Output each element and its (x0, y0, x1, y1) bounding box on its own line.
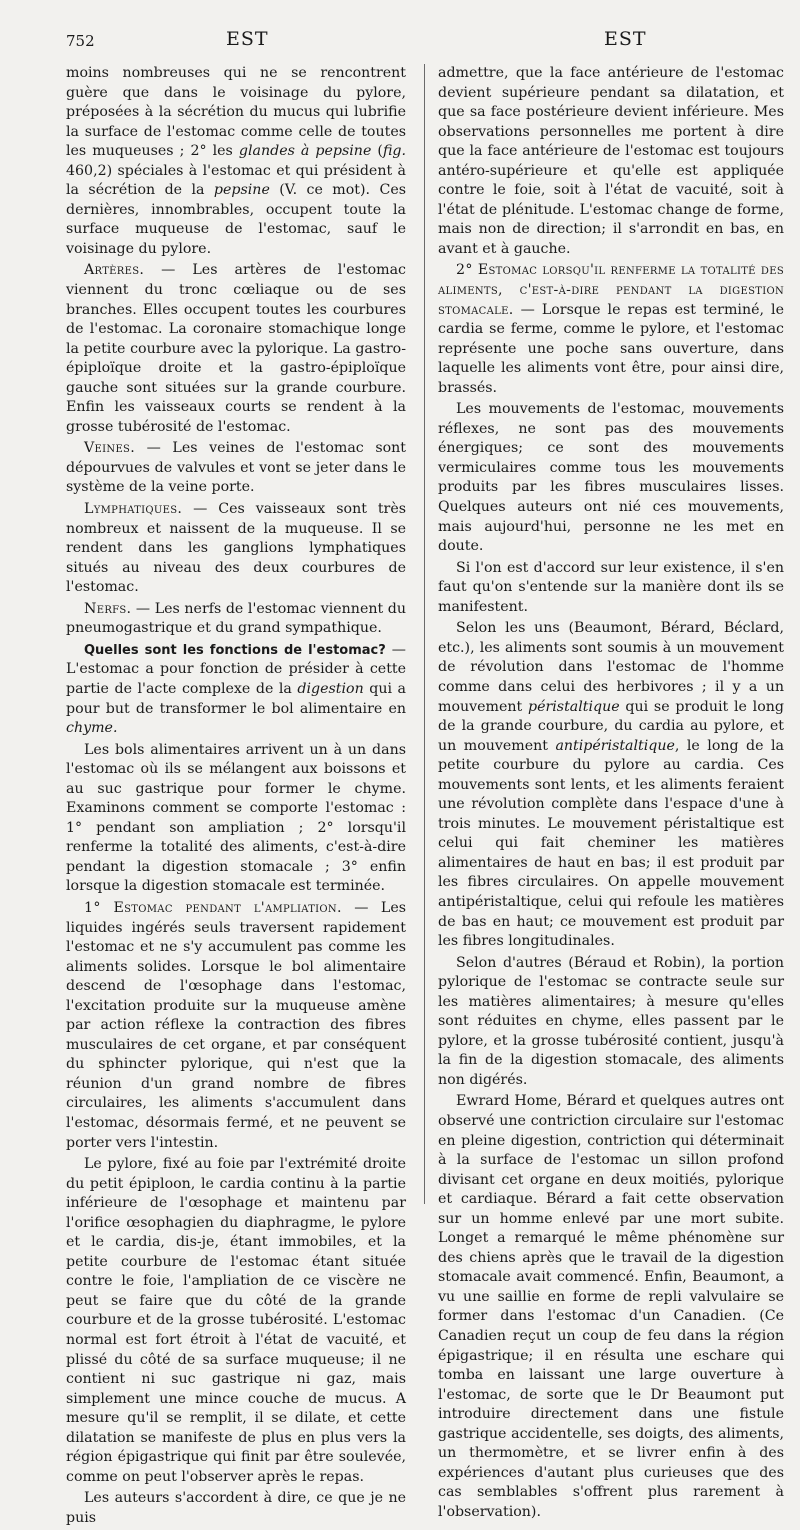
paragraph-fonctions: Quelles sont les fonctions de l'estomac? — L'estomac a pour fonction de présider à cette partie de l'acte complexe de la digestion qui a pour but de transformer le bol alimentaire en chyme. (66, 641, 406, 737)
page-number: 752 (66, 32, 95, 50)
left-running-title: EST (226, 28, 269, 50)
paragraph-pylore: Le pylore, fixé au foie par l'extrémité droite du petit épiploon, le cardia continu à la partie inférieure de l'œsophage et maintenu par l'orifice œsophagien du diaphragme, le pylore et le cardia, dis-je, étant immobiles, et la petite courbure de l'estomac étant située contre le foie, l'ampliation de ce viscère ne peut se faire que du côté de la grande courbure et de la grosse tubérosité. L'estomac normal est fort étroit à l'état de vacuité, et plissé du côté de sa surface muqueuse; il ne contient ni suc gastrique ni gaz, mais simplement une mince couche de mucus. A mesure qu'il se remplit, il se dilate, et cette dilatation se manifeste de plus en plus vers la région épigastrique qui finit par être soulevée, comme on peut l'observer après le repas. (66, 1156, 406, 1485)
right-column (438, 64, 784, 1524)
column-divider (424, 64, 425, 1204)
right-running-title: EST (604, 28, 647, 50)
paragraph-nerfs: Nerfs. — Les nerfs de l'estomac viennent du pneumogastrique et du grand sympathique. (66, 600, 406, 637)
paragraph-mouvements: Les mouvements de l'estomac, mouvements réflexes, ne sont pas des mouvements énergiques; ce sont des mouvements vermiculaires comme tous les mouvements produits par les fibres musculaires lisses. Quelques auteurs ont nié ces mouvements, mais aujourd'hui, personne ne les met en doute. (438, 401, 784, 555)
section-heading: 2° Estomac lorsqu'il renferme la totalité des aliments, c'est-à-dire pendant la digestion stomacale. (438, 262, 784, 318)
paragraph-bols: Les bols alimentaires arrivent un à un dans l'estomac où ils se mélangent aux boissons et au suc gastrique pour former le chyme. Examinons comment se comporte l'estomac : 1° pendant son ampliation ; 2° lorsqu'il renferme la totalité des aliments, c'est-à-dire pendant la digestion stomacale ; 3° enfin lorsque la digestion stomacale est terminée. (66, 741, 406, 895)
paragraph-arteres: Artères. — Les artères de l'estomac viennent du tronc cœliaque ou de ses branches. Elles occupent toutes les courbures de l'estomac. La coronaire stomachique longe la petite courbure avec la pylorique. La gastro-épiploïque droite et la gastro-épiploïque gauche sont situées sur la grande courbure. Enfin les vaisseaux courts se rendent à la grosse tubérosité de l'estomac. (66, 262, 406, 435)
section-heading: Veines. (84, 440, 136, 457)
paragraph-veines: Veines. — Les veines de l'estomac sont dépourvues de valvules et vont se jeter dans le système de la veine porte. (66, 440, 406, 496)
paragraph-auteurs: Les auteurs s'accordent à dire, ce que je ne puis (66, 1490, 406, 1526)
paragraph-accord: Si l'on est d'accord sur leur existence, il s'en faut qu'on s'entende sur la manière dont ils se manifestent. (438, 559, 784, 615)
paragraph-totalite: 2° Estomac lorsqu'il renferme la totalité des aliments, c'est-à-dire pendant la digestion stomacale. — Lorsque le repas est terminé, le cardia se ferme, comme le pylore, et l'estomac représente une poche sans ouverture, dans laquelle les aliments vont être, pour ainsi dire, brassés. (438, 262, 784, 396)
left-column (66, 64, 406, 1530)
section-heading: Lymphatiques. (84, 501, 183, 518)
running-header (0, 28, 800, 54)
paragraph-home: Ewrard Home, Bérard et quelques autres ont observé une contriction circulaire sur l'estomac en pleine digestion, contriction qui déterminait à la surface de l'estomac un sillon profond divisant cet organe en deux moitiés, pylorique et cardiaque. Bérard a fait cette observation sur un homme enlevé par une mort subite. Longet a remarqué le même phénomène sur des chiens après que le travail de la digestion stomacale avait commencé. Enfin, Beaumont, a vu une saillie en forme de repli valvulaire se former dans l'estomac d'un Canadien. (Ce Canadien reçut un coup de feu dans la région épigastrique; il en résulta une eschare qui tomba en laissant une large ouverture à l'estomac, de sorte que le Dr Beaumont put introduire directement dans une fistule gastrique accidentelle, ses doigts, des aliments, un thermomètre, et se livrer enfin à des expériences d'autant plus curieuses que des cas semblables s'offrent plus rarement à l'observation). (438, 1093, 784, 1520)
paragraph-ampliation: 1° Estomac pendant l'ampliation. — Les liquides ingérés seuls traversent rapidement l'estomac et ne s'y accumulent pas comme les aliments solides. Lorsque le bol alimentaire descend de l'œsophage dans l'estomac, l'excitation produite sur la muqueuse amène par action réflexe la contraction des fibres musculaires de cet organe, et par conséquent du sphincter pylorique, qui n'est que la réunion d'un grand nombre de fibres circulaires, les aliments s'accumulent dans l'estomac, désormais fermé, et ne peuvent se porter vers l'intestin. (66, 899, 406, 1151)
question-heading: Quelles sont les fonctions de l'estomac? (84, 642, 386, 658)
section-heading: Artères. (84, 262, 145, 279)
paragraph-lymphatiques: Lymphatiques. — Ces vaisseaux sont très nombreux et naissent de la muqueuse. Il se rendent dans les ganglions lymphatiques situés au niveau des deux courbures de l'estomac. (66, 501, 406, 596)
paragraph-selon-les-uns: Selon les uns (Beaumont, Bérard, Béclard, etc.), les aliments sont soumis à un mouvement de révolution dans l'estomac de l'homme comme dans celui des herbivores ; il y a un mouvement péristaltique qui se produit le long de la grande courbure, du cardia au pylore, et un mouvement antipéristaltique, le long de la petite courbure du pylore au cardia. Ces mouvements sont lents, et les aliments feraient une révolution complète dans l'espace d'une à trois minutes. Le mouvement péristaltique est celui qui fait cheminer les matières alimentaires de haut en bas; il est produit par les fibres circulaires. On appelle mouvement antipéristaltique, celui qui refoule les matières de bas en haut; ce mouvement est produit par les fibres longitudinales. (438, 620, 784, 950)
paragraph-selon-autres: Selon d'autres (Béraud et Robin), la portion pylorique de l'estomac se contracte seule sur les matières alimentaires; à mesure qu'elles sont réduites en chyme, elles passent par le pylore, et la grosse tubérosité contient, jusqu'à la fin de la digestion stomacale, des aliments non digérés. (438, 954, 784, 1088)
paragraph-face-anterieure: admettre, que la face antérieure de l'estomac devient supérieure pendant sa dilatation, et que sa face postérieure devient inférieure. Mes observations personnelles me portent à dire que la face antérieure de l'estomac est toujours antéro-supérieure et qu'elle est appliquée contre le foie, soit à l'état de vacuité, soit à l'état de plénitude. L'estomac change de forme, mais non de direction; il s'arrondit en bas, en avant et à gauche. (438, 65, 784, 257)
section-heading: Nerfs. (84, 600, 132, 617)
paragraph-glandes: moins nombreuses qui ne se rencontrent guère que dans le voisinage du pylore, préposées à la sécrétion du mucus qui lubrifie la surface de l'estomac comme celle de toutes les muqueuses ; 2° les glandes à pepsine (fig. 460,2) spéciales à l'estomac et qui président à la sécrétion de la pepsine (V. ce mot). Ces dernières, innombrables, occupent toute la surface muqueuse de l'estomac, sauf le voisinage du pylore. (66, 65, 406, 257)
section-heading: 1° Estomac pendant l'ampliation. (84, 899, 342, 916)
